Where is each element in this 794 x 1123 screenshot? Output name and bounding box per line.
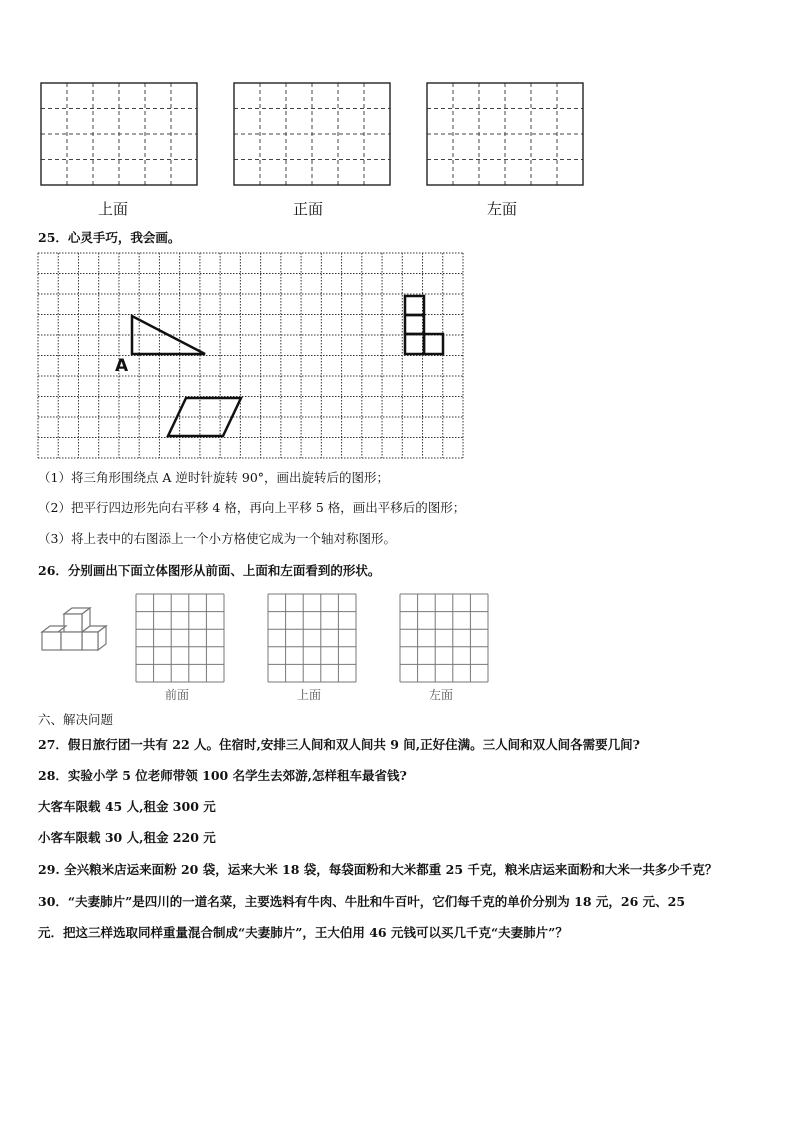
q30-line-1: 30．“夫妻肺片”是四川的一道名菜，主要选料有牛肉、牛肚和牛百叶，它们每千克的单价分别为 18 元，26 元、25 [38,894,686,909]
front-view-grid [234,83,390,185]
q28-bus-large: 大客车限载 45 人,租金 300 元 [38,799,216,814]
q28-text: 28．实验小学 5 位老师带领 100 名学生去郊游,怎样租车最省钱? [38,768,407,783]
q28-bus-small: 小客车限载 30 人,租金 220 元 [38,830,216,845]
left-view-label: 左面 [487,200,518,218]
q25-task-3: （3）将上表中的右图添上一个小方格使它成为一个轴对称图形。 [38,531,396,546]
q29-text: 29. 全兴粮米店运来面粉 20 袋，运来大米 18 袋，每袋面粉和大米都重 25 千克，粮米店运来面粉和大米一共多少千克？ [38,862,718,877]
l-shape-figure [405,296,443,354]
cube-figure [40,606,110,662]
q26-top-grid [268,594,356,682]
top-view-grid [41,83,197,185]
q30-line-2: 元．把这三样选取同样重量混合制成“夫妻肺片”，王大伯用 46 元钱可以买几千克“夫妻肺片”？ [38,925,568,940]
point-a-label: A [115,356,129,376]
drawing-grid [38,253,463,458]
top-view-label: 上面 [98,200,129,218]
q26-front-label: 前面 [165,688,190,702]
q25-task-2: （2）把平行四边形先向右平移 4 格，再向上平移 5 格，画出平移后的图形； [38,500,466,515]
q26-left-grid [400,594,488,682]
q26-front-grid [136,594,224,682]
q26-top-label: 上面 [297,688,322,702]
front-view-label: 正面 [293,200,324,218]
section-six-title: 六、解决问题 [38,712,114,727]
q26-title: 26．分别画出下面立体图形从前面、上面和左面看到的形状。 [38,563,381,578]
q26-left-label: 左面 [429,688,454,702]
q27-text: 27．假日旅行团一共有 22 人。住宿时,安排三人间和双人间共 9 间,正好住满。三人间和双人间各需要几间? [38,737,640,752]
left-view-grid [427,83,583,185]
q25-task-1: （1）将三角形围绕点 A 逆时针旋转 90°，画出旋转后的图形； [38,470,390,485]
q25-title: 25．心灵手巧，我会画。 [38,230,181,245]
